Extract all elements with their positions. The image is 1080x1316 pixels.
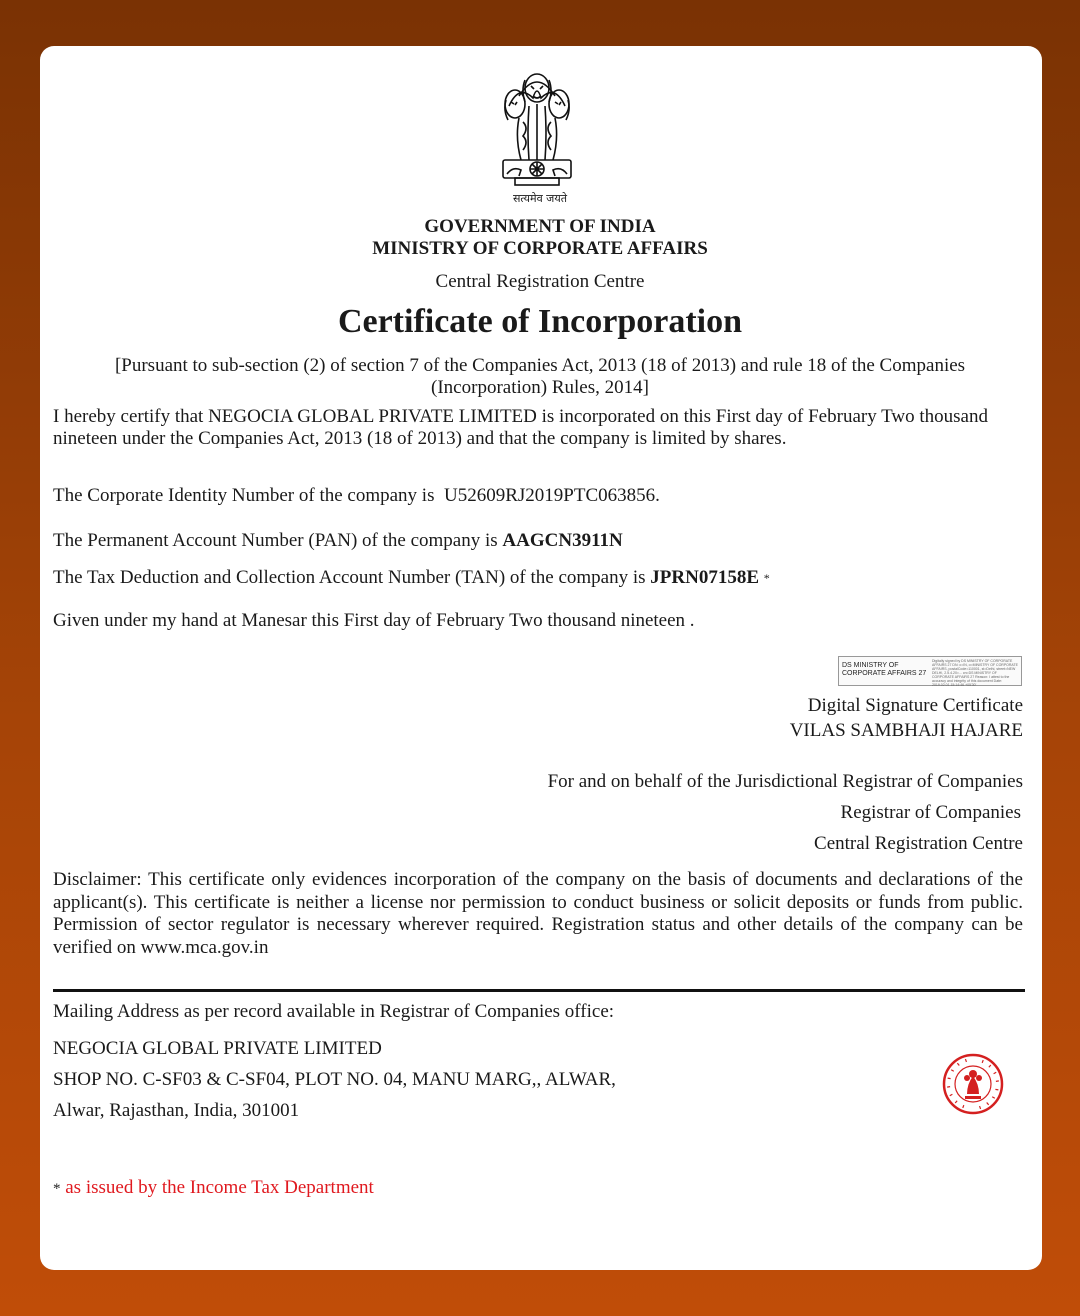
tan-label: The Tax Deduction and Collection Account Number (TAN) of the company is (53, 567, 646, 588)
cin-label: The Corporate Identity Number of the company is (53, 485, 435, 506)
divider (53, 989, 1025, 992)
footnote-mark: * (53, 1181, 61, 1197)
certification-text: I hereby certify that NEGOCIA GLOBAL PRIVATE LIMITED is incorporated on this First day of February Two thousand nineteen under the Companies Act, 2013 (18 of 2013) and that the company is limited by shares. (53, 406, 988, 449)
given-under-hand: Given under my hand at Manesar this First day of February Two thousand nineteen . (53, 610, 695, 631)
tax-footnote (53, 1177, 374, 1199)
tan-value: JPRN07158E (650, 567, 759, 588)
page-title: Certificate of Incorporation (337, 303, 743, 340)
signature-stamp-name: DS MINISTRY OF CORPORATE AFFAIRS 27 (842, 662, 927, 677)
mailing-company-name: NEGOCIA GLOBAL PRIVATE LIMITED (53, 1038, 382, 1059)
pan-line (53, 530, 623, 552)
disclaimer-text: Disclaimer: This certificate only evidences incorporation of the company on the basis of documents and declarations of the applicant(s). This certificate is neither a license nor permission to conduct business or solicit deposits or funds from public. Permission of sector regulator is necessary wherever required. Registration status and other details of the company can be verified on www.mca.gov.in (53, 869, 1023, 958)
signature-label: Digital Signature Certificate (807, 695, 1023, 716)
digital-signature-stamp (838, 656, 1022, 686)
mailing-heading: Mailing Address as per record available in Registrar of Companies office: (53, 1001, 615, 1022)
signatory-name: VILAS SAMBHAJI HAJARE (789, 720, 1023, 741)
tan-footnote-mark: * (763, 571, 770, 585)
pursuant-clause: [Pursuant to sub-section (2) of section 7 of the Companies Act, 2013 (18 of 2013) and rule 18 of the Companies (Incorporation) Rules, 2014] (114, 355, 966, 398)
mailing-address-line: SHOP NO. C-SF03 & C-SF04, PLOT NO. 04, MANU MARG,, ALWAR, (53, 1069, 616, 1090)
pan-value: AAGCN3911N (502, 530, 623, 551)
tan-line (53, 567, 770, 589)
signature-stamp-details: Digitally signed by DS MINISTRY OF CORPORATE AFFAIRS 27 DN: c=IN, o=MINISTRY OF CORPORATE AFFAIRS, postalCode=110001, st=Delhi, street=NEW DELHI, 2.5.4.20=... cn=DS MINISTRY OF CORPORATE AFFAIRS 27 Reason: I attest to the accuracy and integrity of this document Date: 2019.02.01 15:14:46 +05'30' (932, 659, 1018, 687)
ministry-seal-icon (941, 1052, 1005, 1116)
ministry-heading: MINISTRY OF CORPORATE AFFAIRS (372, 238, 708, 259)
emblem-motto: सत्यमेव जयते (512, 192, 567, 205)
government-heading: GOVERNMENT OF INDIA (424, 216, 656, 237)
registrar-behalf: For and on behalf of the Jurisdictional Registrar of Companies (547, 771, 1023, 792)
office-heading: Central Registration Centre (435, 271, 645, 292)
cin-value: U52609RJ2019PTC063856. (443, 485, 660, 506)
registrar-title: Registrar of Companies (840, 802, 1021, 823)
ashoka-lion-emblem-icon (489, 66, 585, 194)
cin-line (53, 485, 660, 507)
footnote-text: as issued by the Income Tax Department (65, 1177, 374, 1198)
registrar-office: Central Registration Centre (814, 833, 1023, 854)
mailing-city-line: Alwar, Rajasthan, India, 301001 (53, 1100, 300, 1121)
pan-label: The Permanent Account Number (PAN) of the company is (53, 530, 498, 551)
